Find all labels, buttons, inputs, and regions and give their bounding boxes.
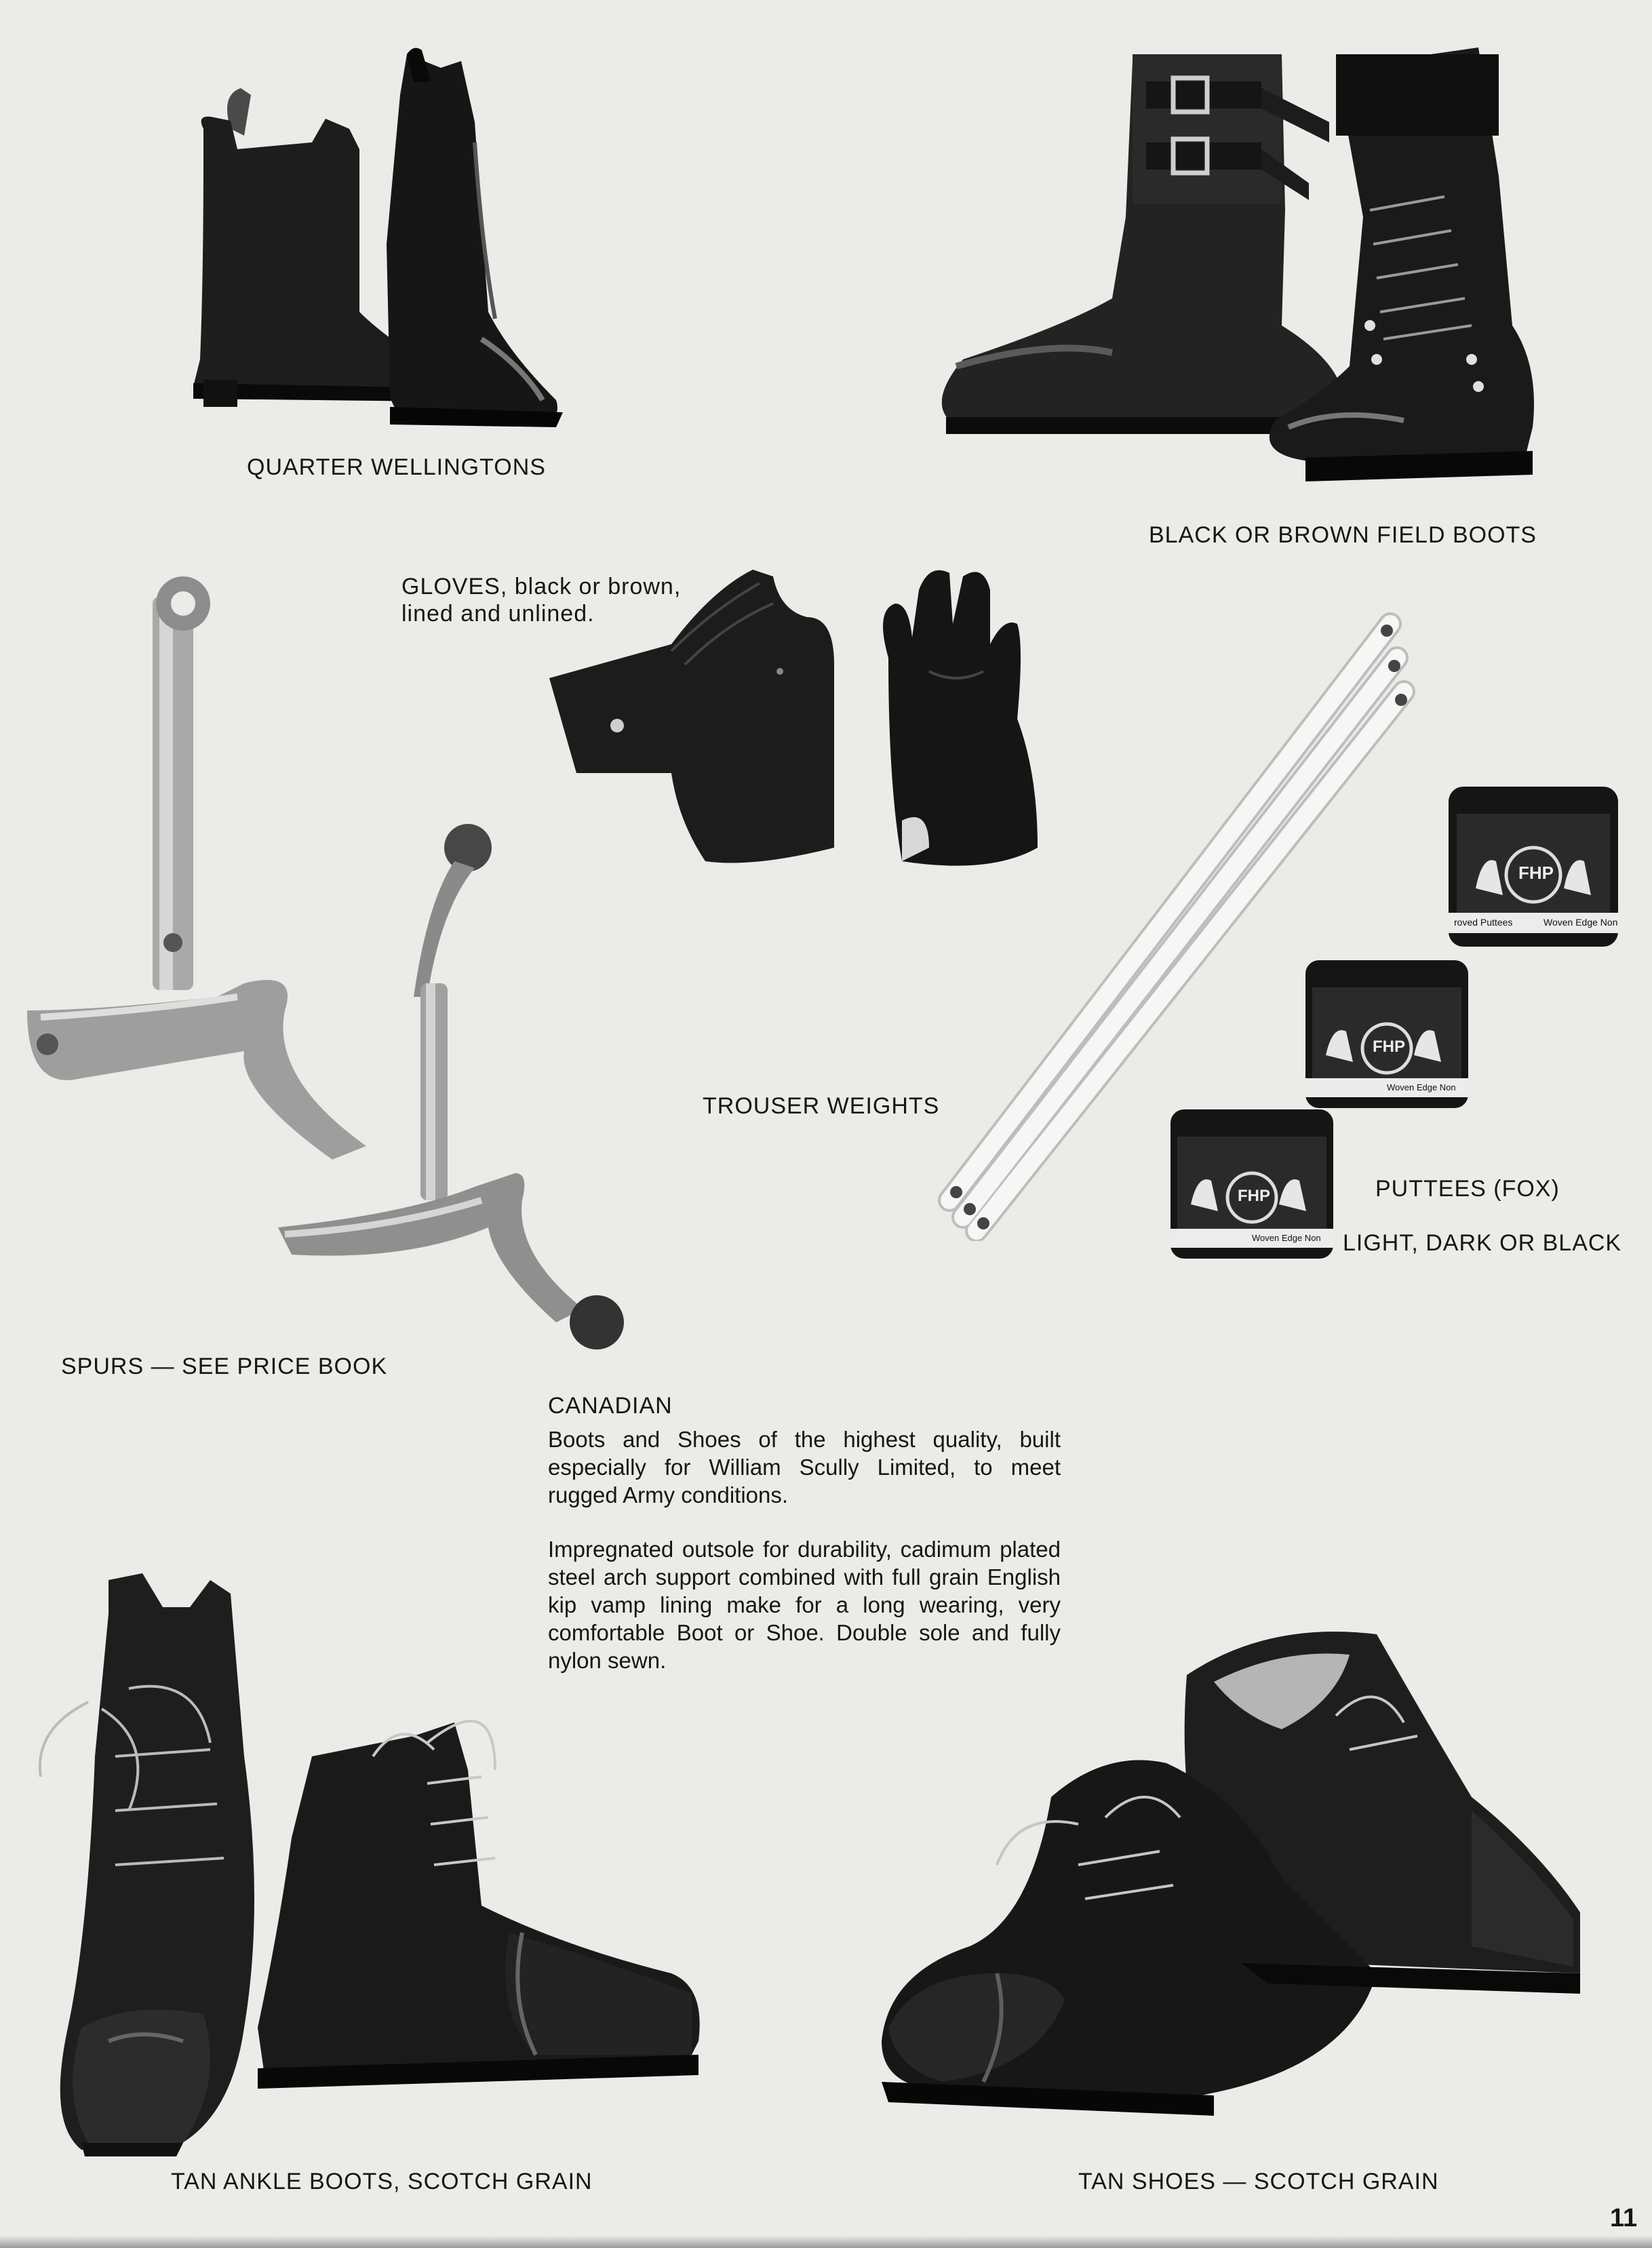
tan-ankle-boots-caption: TAN ANKLE BOOTS, SCOTCH GRAIN (171, 2169, 593, 2194)
puttee-brand-label: FHP (1238, 1187, 1270, 1205)
canadian-paragraph-2: Impregnated outsole for durability, cadimum plated steel arch support combined with full grain English kip vamp lining make for a long wearing, very comfortable Boot or Shoe. Double sole and fully nylon sewn. (548, 1537, 1061, 1673)
canadian-heading: CANADIAN (548, 1393, 673, 1419)
quarter-wellingtons-caption: QUARTER WELLINGTONS (247, 454, 546, 480)
puttee-roll-top (1449, 787, 1618, 947)
tan-shoes-photo (861, 1594, 1594, 2116)
spurs-caption: SPURS — SEE PRICE BOOK (61, 1354, 388, 1379)
trouser-weights-caption: TROUSER WEIGHTS (703, 1093, 940, 1119)
quarter-wellingtons-photo (156, 41, 597, 434)
gloves-caption-line1: GLOVES, black or brown, (401, 574, 682, 599)
puttee-band-text: Woven Edge Non (1252, 1233, 1321, 1243)
puttee-brand-label: FHP (1518, 863, 1554, 883)
puttees-caption-line1: PUTTEES (FOX) (1375, 1176, 1560, 1202)
puttee-roll-middle (1305, 960, 1468, 1108)
puttees-caption-line2: LIGHT, DARK OR BLACK (1343, 1230, 1622, 1256)
spur-right-photo (271, 821, 631, 1356)
canadian-paragraph-1: Boots and Shoes of the highest quality, built especially for William Scully Limited, to meet rugged Army conditions. (548, 1427, 1061, 1507)
field-boots-photo (929, 41, 1553, 502)
tan-shoes-caption: TAN SHOES — SCOTCH GRAIN (1078, 2169, 1439, 2194)
field-boots-caption: BLACK OR BROWN FIELD BOOTS (1149, 522, 1537, 548)
puttee-band-text-2: roved Puttees (1454, 917, 1513, 928)
page-number: 11 (1610, 2204, 1638, 2232)
puttee-band-text: Woven Edge Non (1387, 1082, 1456, 1092)
gloves-caption-line2: lined and unlined. (401, 601, 595, 627)
page-edge-shadow (0, 2236, 1652, 2248)
puttee-brand-label: FHP (1373, 1038, 1405, 1056)
tan-ankle-boots-photo (20, 1553, 712, 2163)
puttee-band-text: Woven Edge Non (1543, 917, 1618, 928)
puttee-roll-bottom (1171, 1109, 1333, 1259)
